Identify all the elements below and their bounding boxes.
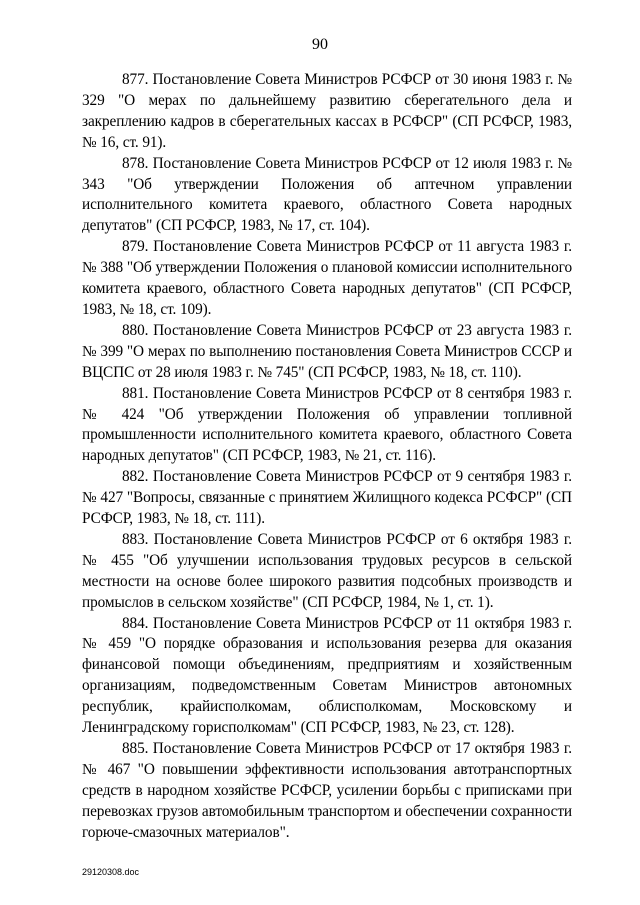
list-item: 883. Постановление Совета Министров РСФСР от 6 октября 1983 г. № 455 "Об улучшении использования трудовых ресурсов в сельской местности на основе более широкого развития подсобных производств и промыслов в сельском хозяйстве" (СП РСФСР, 1984, № 1, ст. 1). bbox=[82, 530, 572, 611]
list-item: 881. Постановление Совета Министров РСФСР от 8 сентября 1983 г. № 424 "Об утверждении Положения об управлении топливной промышленности исполнительного комитета краевого, областного Совета народных депутатов" (СП РСФСР, 1983, № 21, ст. 116). bbox=[82, 384, 572, 465]
list-item: 880. Постановление Совета Министров РСФСР от 23 августа 1983 г. № 399 "О мерах по выполнению постановления Совета Министров СССР и ВЦСПС от 28 июля 1983 г. № 745" (СП РСФСР, 1983, № 18, ст. 110). bbox=[82, 321, 572, 381]
list-item: 877. Постановление Совета Министров РСФСР от 30 июня 1983 г. № 329 "О мерах по дальнейшему развитию сберегательного дела и закреплению кадров в сберегательных кассах в РСФСР" (СП РСФСР, 1983, № 16, ст. 91). bbox=[82, 71, 572, 151]
list-item: 885. Постановление Совета Министров РСФСР от 17 октября 1983 г. № 467 "О повышении эффективности использования автотранспортных средств в народном хозяйстве РСФСР, усилении борьбы с приписками при перевозках грузов автомобильным транспортом и обеспечении сохранности горюче-смазочных материалов". bbox=[82, 740, 572, 841]
list-item: 879. Постановление Совета Министров РСФСР от 11 августа 1983 г. № 388 "Об утверждении Положения о плановой комиссии исполнительного комитета краевого, областного Совета народных депутатов" (СП РСФСР, 1983, № 18, ст. 109). bbox=[82, 238, 572, 318]
list-item: 884. Постановление Совета Министров РСФСР от 11 октября 1983 г. № 459 "О порядке образования и использования резерва для оказания финансовой помощи объединениям, предприятиям и хозяйственным организациям, подведомственным Советам Министров автономных республик, крайисполкомам, облисполкомам, Московскому и Ленинградскому горисполкомам" (СП РСФСР, 1983, № 23, ст. 128). bbox=[82, 614, 572, 737]
list-item: 878. Постановление Совета Министров РСФСР от 12 июля 1983 г. № 343 "Об утверждении Положения об аптечном управлении исполнительного комитета краевого, областного Совета народных депутатов" (СП РСФСР, 1983, № 17, ст. 104). bbox=[82, 154, 572, 235]
document-body bbox=[82, 70, 572, 844]
list-item: 882. Постановление Совета Министров РСФСР от 9 сентября 1983 г. № 427 "Вопросы, связанные с принятием Жилищного кодекса РСФСР" (СП РСФСР, 1983, № 18, ст. 111). bbox=[82, 468, 572, 528]
document-footer: 29120308.doc bbox=[82, 867, 140, 877]
page-number: 90 bbox=[312, 36, 328, 53]
